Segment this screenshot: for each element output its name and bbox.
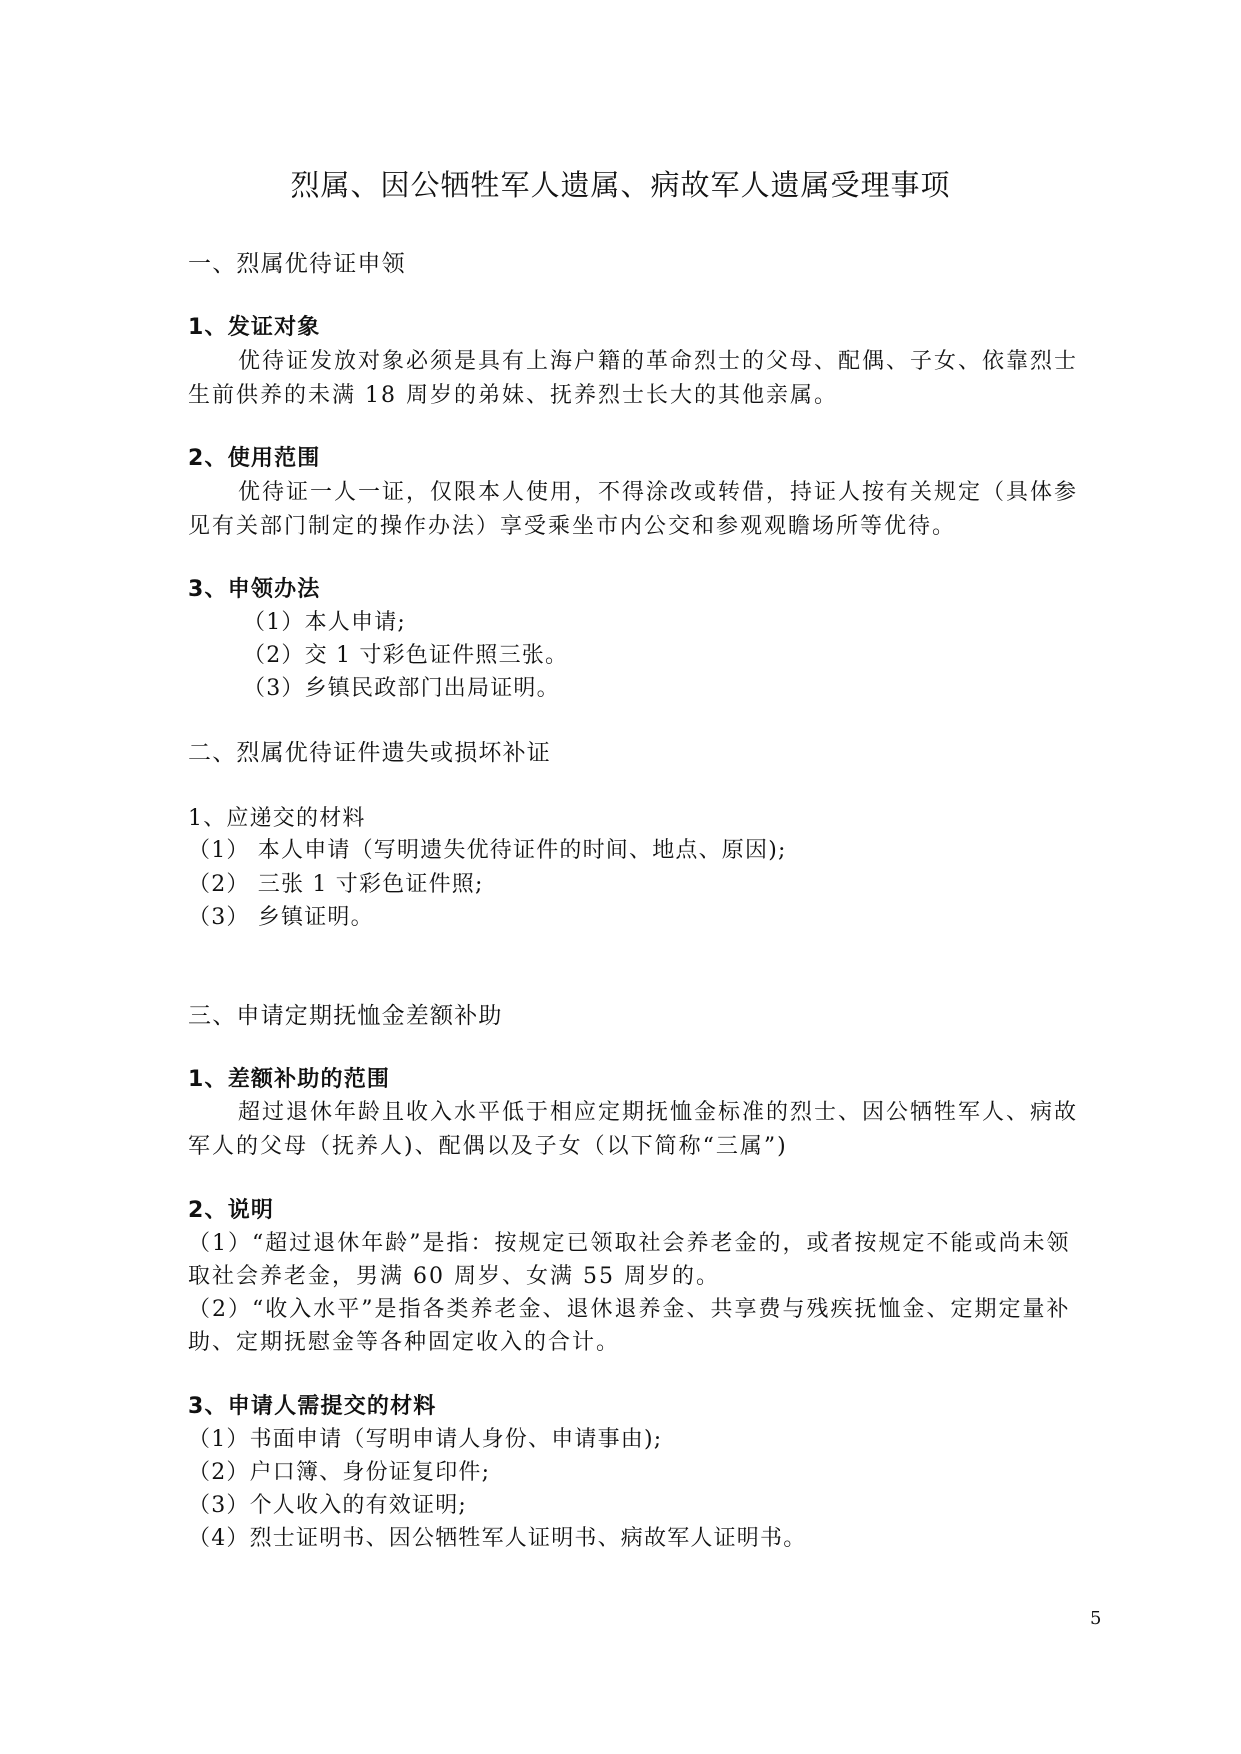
s3-p3-item: （3）个人收入的有效证明; <box>188 1493 468 1518</box>
page-number: 5 <box>1090 1608 1102 1629</box>
section-3-heading: 三、申请定期抚恤金差额补助 <box>188 1003 503 1029</box>
s3-p3-item: （1）书面申请（写明申请人身份、申请事由); <box>188 1427 663 1452</box>
s3-subheading-1: 1、差额补助的范围 <box>188 1067 391 1092</box>
s1-subheading-3: 3、申领办法 <box>188 577 321 602</box>
s1-p2-line1: 优待证一人一证，仅限本人使用，不得涂改或转借，持证人按有关规定（具体参 <box>238 480 1079 505</box>
s1-p3-item: （1）本人申请; <box>243 610 407 635</box>
s3-p2-line3: （2）“收入水平”是指各类养老金、退休退养金、共享费与残疾抚恤金、定期定量补 <box>188 1297 1071 1322</box>
s1-p3-item: （2）交 1 寸彩色证件照三张。 <box>243 643 569 668</box>
s1-p2-line2: 见有关部门制定的操作办法）享受乘坐市内公交和参观观瞻场所等优待。 <box>188 514 957 539</box>
s1-subheading-1: 1、发证对象 <box>188 315 321 340</box>
s2-item: （1） 本人申请（写明遗失优待证件的时间、地点、原因); <box>188 838 787 863</box>
s3-p2-line1: （1）“超过退休年龄”是指：按规定已领取社会养老金的，或者按规定不能或尚未领 <box>188 1231 1071 1256</box>
s2-item: （3） 乡镇证明。 <box>188 905 374 930</box>
s3-p2-line2: 取社会养老金，男满 60 周岁、女满 55 周岁的。 <box>188 1264 720 1289</box>
s3-p1-line2: 军人的父母（抚养人)、配偶以及子女（以下简称“三属”) <box>188 1134 788 1159</box>
section-1-heading: 一、烈属优待证申领 <box>188 251 406 277</box>
page-title: 烈属、因公牺牲军人遗属、病故军人遗属受理事项 <box>290 168 951 202</box>
s1-subheading-2: 2、使用范围 <box>188 446 321 471</box>
s1-p3-item: （3）乡镇民政部门出局证明。 <box>243 676 560 701</box>
s2-item: （2） 三张 1 寸彩色证件照; <box>188 872 484 897</box>
s3-p1-line1: 超过退休年龄且收入水平低于相应定期抚恤金标准的烈士、因公牺牲军人、病故 <box>238 1100 1079 1125</box>
s3-p3-item: （2）户口簿、身份证复印件; <box>188 1460 491 1485</box>
s1-p1-line1: 优待证发放对象必须是具有上海户籍的革命烈士的父母、配偶、子女、依靠烈士 <box>238 349 1079 374</box>
section-2-heading: 二、烈属优待证件遗失或损坏补证 <box>188 740 551 766</box>
s3-p2-line4: 助、定期抚慰金等各种固定收入的合计。 <box>188 1330 621 1355</box>
s2-subheading: 1、应递交的材料 <box>188 806 366 831</box>
s3-p3-item: （4）烈士证明书、因公牺牲军人证明书、病故军人证明书。 <box>188 1526 807 1551</box>
s3-subheading-2: 2、说明 <box>188 1198 275 1223</box>
s3-subheading-3: 3、申请人需提交的材料 <box>188 1394 437 1419</box>
s1-p1-line2: 生前供养的未满 18 周岁的弟妹、抚养烈士长大的其他亲属。 <box>188 383 838 408</box>
